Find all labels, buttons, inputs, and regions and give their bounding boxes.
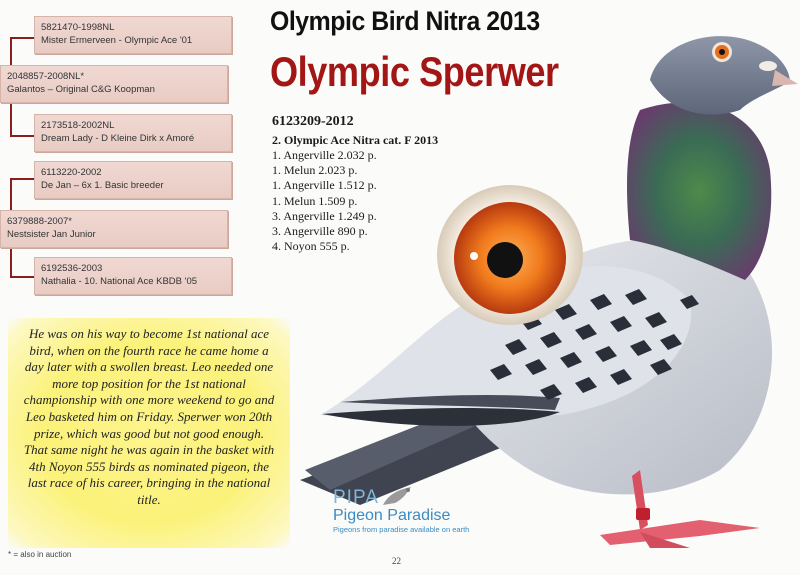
page-number: 22 [392,556,401,566]
footnote: * = also in auction [8,550,72,559]
result-item: 1. Angerville 1.512 p. [272,178,377,193]
pedigree-ring: 6379888-2007* [7,216,72,227]
pedigree-desc: Dream Lady - D Kleine Dirk x Amoré [41,133,195,144]
logo-tagline: Pigeons from paradise available on earth [333,525,470,534]
result-item: 1. Melun 1.509 p. [272,193,358,208]
story-text: He was on his way to become 1st national ace bird, when on the fourth race he came home a day later with a swollen breast. Leo needed one more top position for the 1st national championship with one more weekend to go and Leo basketed him on Friday. Sperwer won 20th prize, which was good but not good enough. That same night he was again in the basket with 4th Noyon 555 birds as nominated pigeon, the last race of his career, bringing in the national title. [23,326,275,507]
foot-shape [600,520,760,545]
pedigree-ring: 6192536-2003 [41,263,103,274]
pedigree-desc: Mister Ermerveen - Olympic Ace '01 [41,35,193,46]
logo-word: PIPA [333,487,379,508]
pedigree-desc: Galantos – Original C&G Koopman [7,84,155,95]
page-title-main: Olympic Sperwer [270,48,559,95]
results-block [272,114,472,254]
cere-shape [759,61,777,71]
pedigree-desc: Nestsister Jan Junior [7,229,96,240]
pedigree-desc: Nathalia - 10. National Ace KBDB '05 [41,276,198,287]
pedigree-ring: 5821470-1998NL [41,22,115,33]
story-box [8,318,290,548]
award-line: 2. Olympic Ace Nitra cat. F 2013 [272,133,439,147]
result-item: 4. Noyon 555 p. [272,239,350,254]
pedigree-desc: De Jan – 6x 1. Basic breeder [41,180,164,191]
result-item: 1. Melun 2.023 p. [272,163,358,178]
pedigree-ring: 6113220-2002 [41,167,102,178]
pedigree-ring: 2173518-2002NL [41,120,115,131]
pipa-logo [333,487,469,534]
result-item: 1. Angerville 2.032 p. [272,148,377,162]
eye-closeup-pupil [487,242,523,278]
leg-ring [636,508,650,520]
result-item: 3. Angerville 890 p. [272,224,368,239]
pigeon-logo-icon [381,485,415,509]
pedigree-ring: 2048857-2008NL* [7,71,85,82]
page-title-top: Olympic Bird Nitra 2013 [270,6,540,36]
bird-eye-pupil [719,49,725,55]
result-item: 3. Angerville 1.249 p. [272,208,377,223]
ring-number: 6123209-2012 [272,114,354,129]
logo-name: Pigeon Paradise [333,507,451,524]
